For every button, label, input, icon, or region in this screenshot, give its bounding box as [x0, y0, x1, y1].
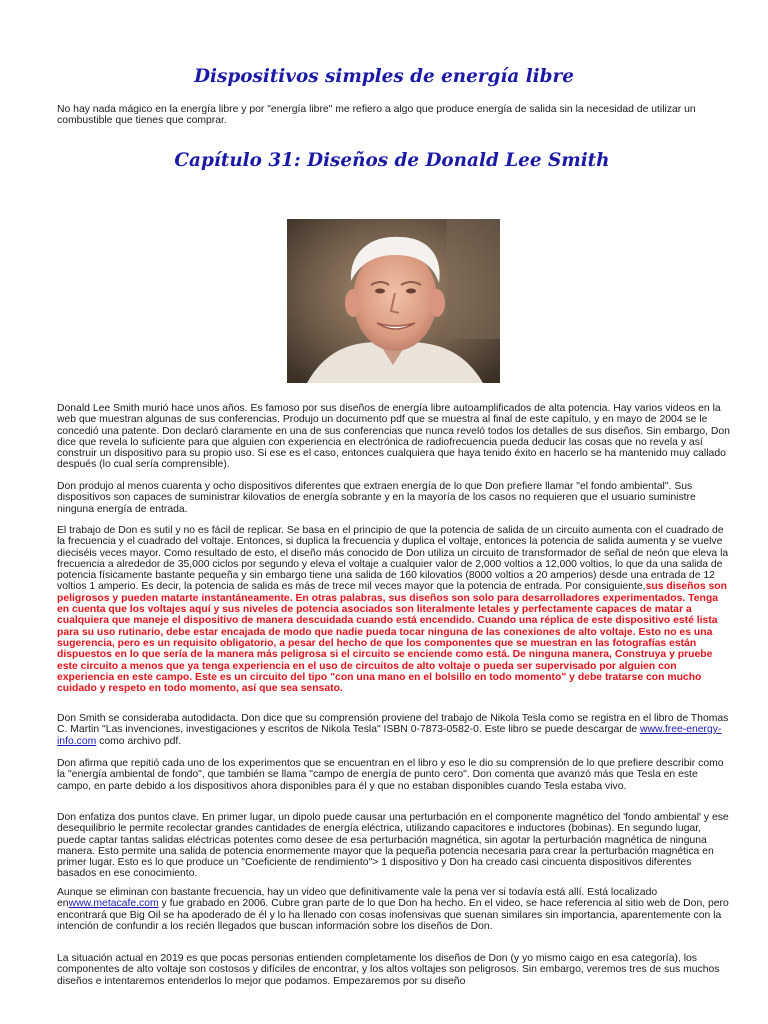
- body-paragraph-4: [57, 713, 731, 747]
- body-paragraph-5: Don afirma que repitió cada uno de los experimentos que se encuentran en el libro y eso le dio su comprensión de lo que prefiere describir como la "energía ambiental de fondo", que también se llama "campo de energía de punto cero". Don comenta que avanzó más que Tesla en este campo, en parte debido a los dispositivos ahora disponibles para él y que no estaban disponibles cuando Tesla estaba vivo.: [57, 758, 724, 792]
- free-energy-info-link[interactable]: www.free-energy-info.com: [57, 724, 722, 747]
- paragraph-4-tail: como archivo pdf.: [96, 735, 182, 747]
- body-paragraph-3: [57, 525, 731, 694]
- paragraph-7-tail: y fue grabado en 2006. Cubre gran parte de lo que Don ha hecho. En el video, se hace referencia al sitio web de Don, pero encontrará que Big Oil se ha apoderado de él y lo ha llenado con cosas inofensivas que suenan similares sin importancia, aparentemente con la intención de confundir a los recién llegados que buscan información sobre los diseños de Don.: [57, 898, 729, 932]
- paragraph-7-text: Aunque se eliminan con bastante frecuencia, hay un video que definitivamente vale la pena ver si todavía está allí. Está localizado en: [57, 887, 658, 910]
- danger-warning-text: sus diseños son peligrosos y pueden matarte instantáneamente. En otras palabras, sus diseños son solo para desarrolladores experimentados. Tenga en cuenta que los voltajes aquí y sus niveles de potencia asociados son literalmente letales y perfectamente capaces de matar a cualquiera que maneje el dispositivo de manera descuidada cuando está encendido. Cuando una réplica de este dispositivo esté lista para su uso rutinario, debe estar encajada de modo que nadie pueda tocar ninguna de las conexiones de alto voltaje. Esto no es una sugerencia, pero es un requisito obligatorio, a pesar del hecho de que los componentes que se muestran en las fotografías están dispuestos en lo que sería de la manera más peligrosa si el circuito se enciende como está. De ninguna manera, Construya y pruebe este circuito a menos que ya tenga experiencia en el uso de circuitos de alto voltaje o pueda ser supervisado por alguien con experiencia en este campo. Este es un circuito del tipo "con una mano en el bolsillo en todo momento" y debe tratarse con mucho cuidado y respeto en todo momento, así que sea sensato.: [57, 581, 727, 695]
- paragraph-4-text: Don Smith se consideraba autodidacta. Don dice que su comprensión proviene del trabajo de Nikola Tesla como se registra en el libro de Thomas C. Martin "Las invenciones, investigaciones y escritos de Nikola Tesla" ISBN 0-7873-0582-0. Este libro se puede descargar de: [57, 713, 729, 736]
- portrait-photo: [287, 219, 500, 383]
- document-title: Dispositivos simples de energía libre: [194, 66, 574, 87]
- intro-paragraph: No hay nada mágico en la energía libre y por "energía libre" me refiero a algo que produce energía de salida sin la necesidad de utilizar un combustible que tienes que comprar.: [57, 104, 696, 127]
- metacafe-link[interactable]: www.metacafe.com: [68, 898, 159, 910]
- chapter-title: Capítulo 31: Diseños de Donald Lee Smith: [174, 150, 610, 171]
- body-paragraph-7: [57, 887, 731, 932]
- body-paragraph-8: La situación actual en 2019 es que pocas personas entienden completamente los diseños de Don (y yo mismo caigo en esa categoría), los componentes de alto voltaje son costosos y difíciles de encontrar, y los altos voltajes son peligrosos. Sin embargo, veremos tres de sus muchos diseños e intentaremos entenderlos lo mejor que podamos. Empezaremos por su diseño: [57, 953, 720, 987]
- paragraph-3-text: El trabajo de Don es sutil y no es fácil de replicar. Se basa en el principio de que la potencia de salida de un circuito aumenta con el cuadrado de la frecuencia y el cuadrado del voltaje. Entonces, si duplica la frecuencia y duplica el voltaje, entonces la potencia de salida aumenta y se vuelve dieciséis veces mayor. Como resultado de esto, el diseño más conocido de Don utiliza un circuito de transformador de señal de neón que eleva la frecuencia a alrededor de 35,000 ciclos por segundo y eleva el voltaje a cualquier valor de 2,000 voltios a 12,000 voltios, lo que da una salida de potencia físicamente bastante pequeña y sin embargo tiene una salida de 160 kilovatios (8000 voltios a 20 amperios) desde una entrada de 12 voltios 1 amperio. Es decir, la potencia de salida es más de trece mil veces mayor que la potencia de entrada. Por consiguiente,: [57, 525, 729, 593]
- body-paragraph-6: Don enfatiza dos puntos clave. En primer lugar, un dipolo puede causar una perturbación en el componente magnético del 'fondo ambiental' y ese desequilibrio le permite recolectar grandes cantidades de energía eléctrica, utilizando capacitores e inductores (bobinas). En segundo lugar, puede captar tantas salidas eléctricas potentes como desee de esa perturbación magnética, sin agotar la perturbación magnética de ninguna manera. Esto permite una salida de potencia enormemente mayor que la pequeña potencia necesaria para crear la perturbación magnética en primer lugar. Esto es lo que produce un "Coeficiente de rendimiento"> 1 dispositivo y Don ha creado casi cincuenta dispositivos diferentes basados en ese conocimiento.: [57, 812, 729, 880]
- body-paragraph-1: Donald Lee Smith murió hace unos años. Es famoso por sus diseños de energía libre autoamplificados de alta potencia. Hay varios videos en la web que muestran algunas de sus conferencias. Produjo un documento pdf que se muestra al final de este capítulo, y en mayo de 2004 se le concedió una patente. Don declaró claramente en una de sus conferencias que nunca reveló todos los detalles de sus diseños. Sin embargo, Don dice que revela lo suficiente para que alguien con experiencia en electrónica de radiofrecuencia pueda deducir las cosas que no revela y así construir un dispositivo para su propio uso. Si ese es el caso, entonces cualquiera que haya tenido éxito en hacerlo se ha mantenido muy callado después (lo cual sería comprensible).: [57, 403, 730, 471]
- body-paragraph-2: Don produjo al menos cuarenta y ocho dispositivos diferentes que extraen energía de lo que Don prefiere llamar "el fondo ambiental". Sus dispositivos son capaces de suministrar kilovatios de energía sobrante y en la mayoría de los casos no requieren que el usuario suministre ninguna energía de entrada.: [57, 481, 696, 515]
